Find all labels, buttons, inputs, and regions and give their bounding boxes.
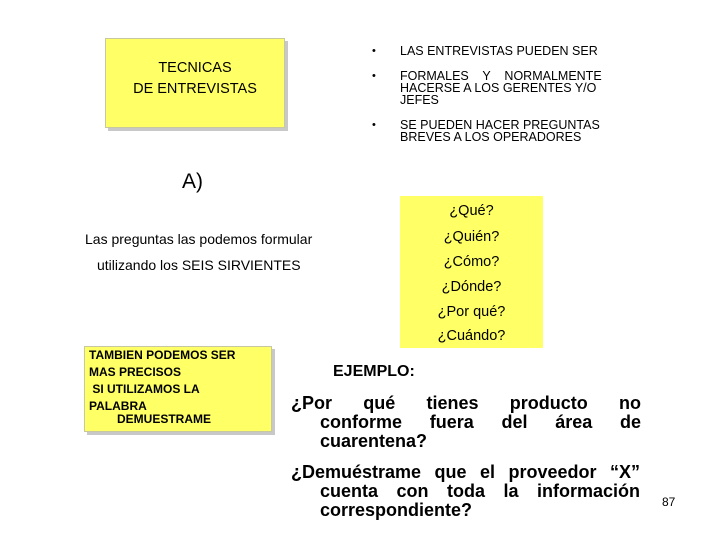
example-q2-line-3: correspondiente? [320,500,473,520]
question-cuando: ¿Cuándo? [437,328,506,344]
bullet-1-text: LAS ENTREVISTAS PUEDEN SER [400,44,598,58]
tip-line-4: PALABRA [89,399,147,413]
question-que: ¿Qué? [449,203,494,219]
title-line-2: DE ENTREVISTAS [133,81,257,97]
questions-box [400,196,543,348]
title-line-1: TECNICAS [158,60,232,76]
bullet-marker: • [372,70,376,82]
example-label: EJEMPLO: [333,363,415,380]
section-label: A) [182,170,203,193]
bullet-3-line-2: BREVES A LOS OPERADORES [400,130,582,144]
tip-line-3: SI UTILIZAMOS LA [89,382,200,396]
question-como: ¿Cómo? [443,254,500,270]
question-donde: ¿Dónde? [441,279,502,295]
bullet-2-text [400,70,643,106]
title-box [105,38,285,128]
intro-line-1: Las preguntas las podemos formular [85,231,313,247]
bullet-3-line-1: SE PUEDEN HACER PREGUNTAS [400,118,600,132]
tip-box [84,346,272,432]
page-number: 87 [662,495,676,509]
example-q1-line-3: cuarentena? [320,431,428,451]
bullet-2-line-3: JEFES [400,93,439,107]
intro-line-2: utilizando los SEIS SIRVIENTES [97,257,301,273]
bullet-2-line-1: FORMALES Y NORMALMENTE [400,69,602,83]
example-q2-line-2: cuenta con toda la información [320,481,640,501]
bullet-marker: • [372,45,376,57]
tip-line-2: MAS PRECISOS [89,365,182,379]
question-por-que: ¿Por qué? [437,304,506,320]
bullet-2-line-2: HACERSE A LOS GERENTES Y/O [400,81,597,95]
example-q1-line-2: conforme fuera del área de [320,412,641,432]
tip-line-5: DEMUESTRAME [117,412,212,426]
example-q1-line-1: ¿Por qué tienes producto no [291,393,641,413]
question-quien: ¿Quién? [443,229,500,245]
bullet-marker: • [372,119,376,131]
tip-line-1: TAMBIEN PODEMOS SER [89,348,236,362]
example-q2-line-1: ¿Demuéstrame que el proveedor “X” [291,462,640,482]
bullet-3-text [400,119,643,143]
